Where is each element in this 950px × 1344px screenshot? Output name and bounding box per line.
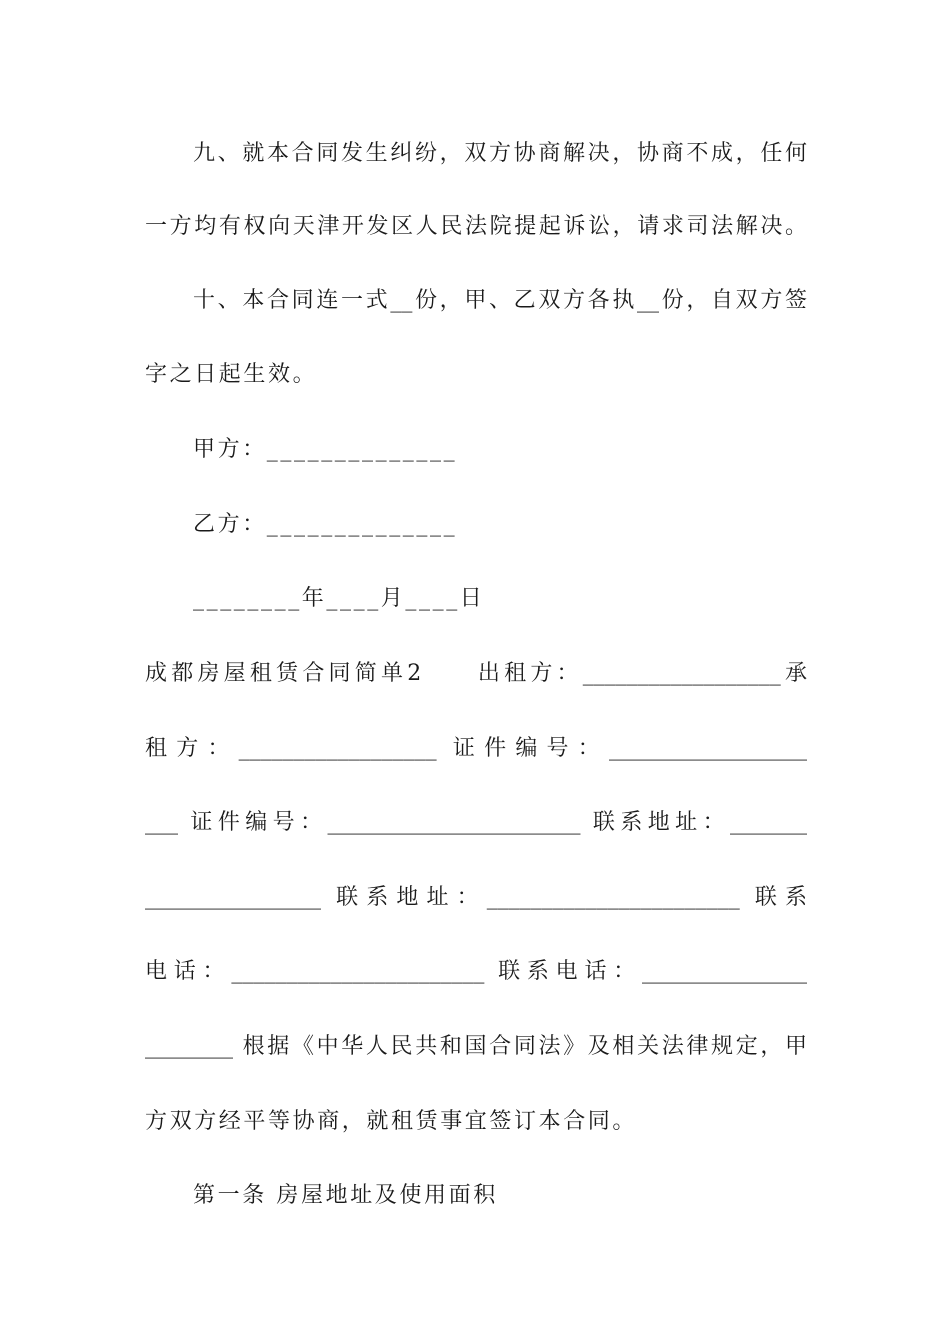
- paragraph-line: 字之日起生效。: [145, 362, 318, 387]
- paragraph-line: 方双方经平等协商，就租赁事宜签订本合同。: [145, 1109, 638, 1134]
- paragraph-line: 租方：__________________ 证件编号：__________________: [145, 736, 807, 761]
- paragraph-line: ________________ 联系地址：_______________________ 联系: [145, 885, 807, 910]
- article-heading: 第一条 房屋地址及使用面积: [193, 1183, 498, 1208]
- paragraph-line: 一方均有权向天津开发区人民法院提起诉讼，请求司法解决。: [145, 214, 807, 239]
- paragraph-line: 九、就本合同发生纠纷，双方协商解决，协商不成，任何: [193, 141, 807, 166]
- paragraph-line: ___ 证件编号：_______________________ 联系地址：_______: [145, 810, 807, 835]
- date-line: ________年____月____日: [193, 586, 485, 611]
- party-b-signature-line: 乙方：______________: [193, 512, 458, 537]
- party-a-signature-line: 甲方：______________: [193, 437, 458, 462]
- paragraph-line: 十、本合同连一式__份，甲、乙双方各执__份，自双方签: [193, 288, 807, 313]
- paragraph-line: 电话：_______________________ 联系电话：_______________: [145, 959, 807, 984]
- contract-heading-line: 成都房屋租赁合同简单2 出租方：__________________承: [145, 661, 807, 686]
- paragraph-line: ________ 根据《中华人民共和国合同法》及相关法律规定，甲: [145, 1034, 807, 1059]
